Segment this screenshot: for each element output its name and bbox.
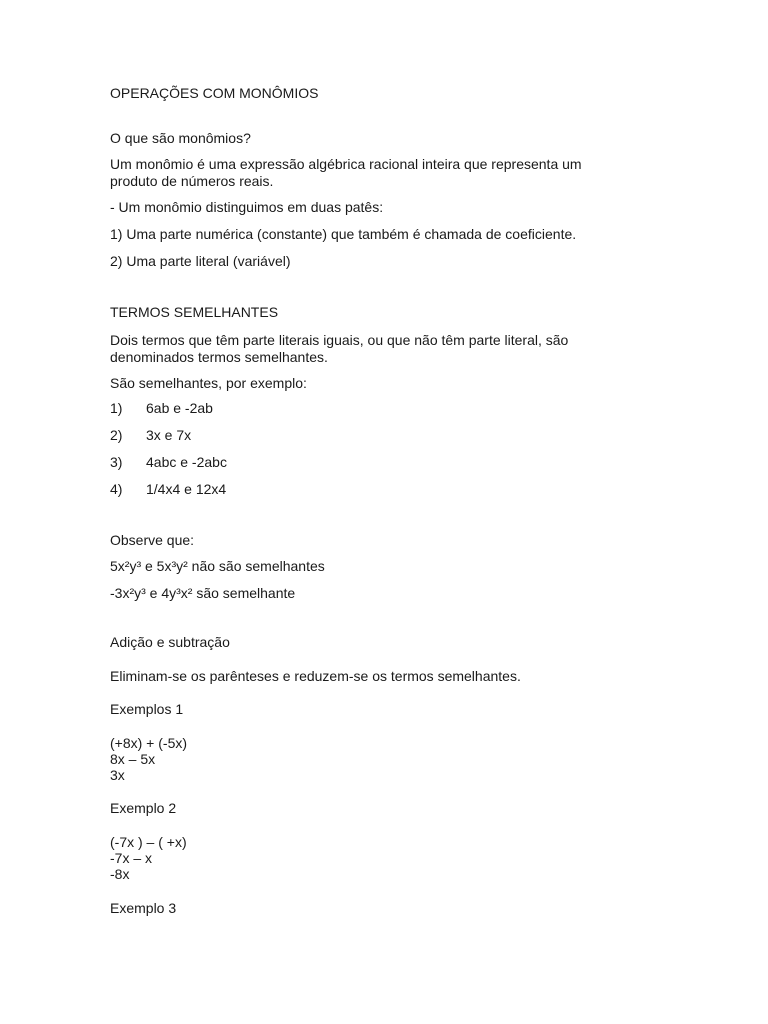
example-2-line: (-7x ) – ( +x) bbox=[110, 834, 187, 850]
section-heading-termos: TERMOS SEMELHANTES bbox=[110, 304, 279, 320]
parts-intro: - Um monômio distinguimos em duas patês: bbox=[110, 199, 384, 215]
part-numeric: 1) Uma parte numérica (constante) que também é chamada de coeficiente. bbox=[110, 226, 577, 242]
part-literal: 2) Uma parte literal (variável) bbox=[110, 253, 291, 269]
example-1-line: 3x bbox=[110, 767, 125, 783]
section-heading-adicao: Adição e subtração bbox=[110, 634, 230, 650]
list-item-text: 6ab e -2ab bbox=[146, 400, 213, 416]
list-item-number: 4) bbox=[110, 481, 123, 497]
example-2-line: -7x – x bbox=[110, 850, 153, 866]
document-title: OPERAÇÕES COM MONÔMIOS bbox=[110, 85, 319, 101]
examples-intro: São semelhantes, por exemplo: bbox=[110, 375, 307, 391]
example-1-label: Exemplos 1 bbox=[110, 701, 184, 717]
section-question: O que são monômios? bbox=[110, 130, 251, 146]
list-item-number: 3) bbox=[110, 454, 123, 470]
list-item-number: 1) bbox=[110, 400, 123, 416]
example-2-line: -8x bbox=[110, 866, 130, 882]
observe-line-2: -3x²y³ e 4y³x² são semelhante bbox=[110, 585, 296, 601]
example-2-label: Exemplo 2 bbox=[110, 800, 177, 816]
termos-definition: Dois termos que têm parte literais iguais, ou que não têm parte literal, são denominados termos semelhantes. bbox=[110, 332, 569, 365]
observe-line-1: 5x²y³ e 5x³y² não são semelhantes bbox=[110, 558, 325, 574]
list-item-text: 4abc e -2abc bbox=[146, 454, 227, 470]
list-item-text: 3x e 7x bbox=[146, 427, 192, 443]
adicao-rule: Eliminam-se os parênteses e reduzem-se os termos semelhantes. bbox=[110, 668, 521, 684]
example-1-line: 8x – 5x bbox=[110, 751, 156, 767]
observe-label: Observe que: bbox=[110, 532, 195, 548]
monomio-definition: Um monômio é uma expressão algébrica racional inteira que representa um produto de números reais. bbox=[110, 156, 582, 189]
list-item-number: 2) bbox=[110, 427, 123, 443]
example-3-label: Exemplo 3 bbox=[110, 900, 177, 916]
list-item-text: 1/4x4 e 12x4 bbox=[146, 481, 227, 497]
example-1-line: (+8x) + (-5x) bbox=[110, 735, 188, 751]
